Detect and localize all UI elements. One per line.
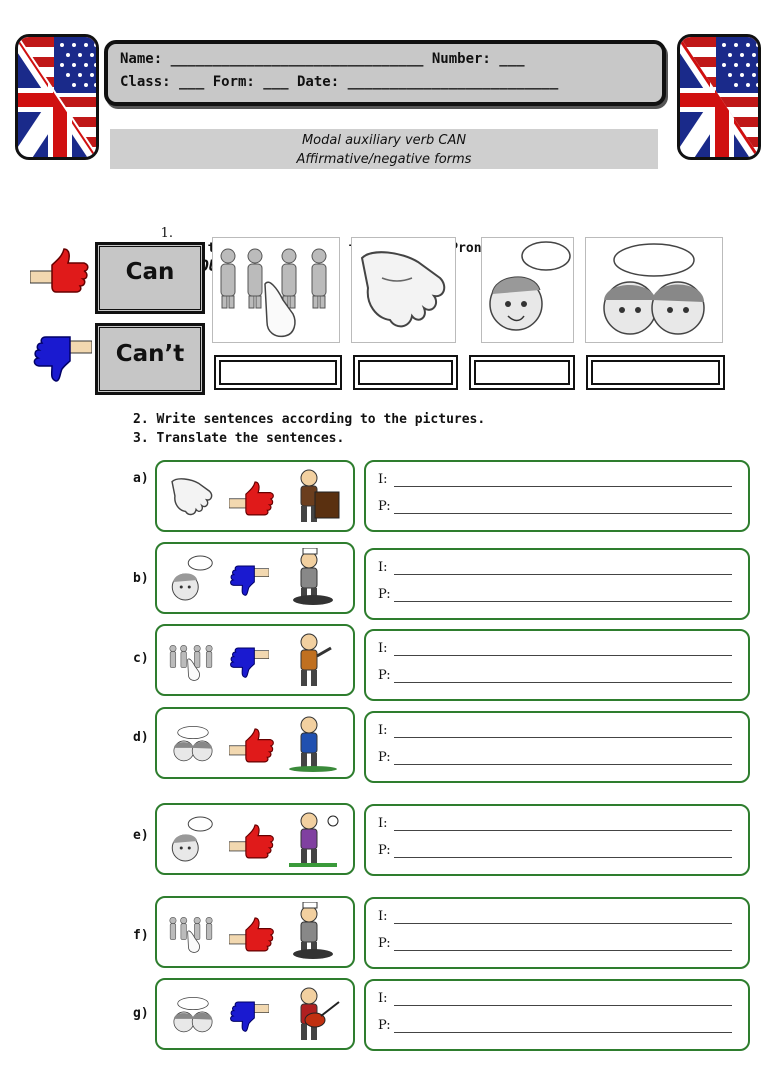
student-info-box: [104, 40, 666, 106]
english-sentence-line[interactable]: [378, 991, 732, 1009]
portuguese-sentence-line[interactable]: [378, 750, 732, 768]
portuguese-sentence-line[interactable]: [378, 1018, 732, 1036]
guitar-activity-icon: [285, 984, 341, 1044]
pointing-hand-icon: [167, 472, 217, 522]
translation-label: P:: [378, 936, 391, 951]
label-box-2[interactable]: [353, 355, 458, 390]
english-sentence-line[interactable]: [378, 816, 732, 834]
translation-label: P:: [378, 843, 391, 858]
english-label: I:: [378, 909, 388, 924]
flag-right: [677, 34, 761, 160]
piano-activity-icon: [285, 466, 341, 526]
skate-activity-icon: [285, 713, 341, 773]
thumb-up-icon: [229, 823, 275, 859]
flag-left: [15, 34, 99, 160]
two-kids-speech-bubble-icon: [167, 990, 219, 1040]
cook-activity-icon: [285, 902, 341, 962]
uk-us-flag-icon: [18, 37, 99, 160]
group-pointing-icon: [167, 908, 217, 960]
answer-box: [364, 711, 750, 783]
name-number-line[interactable]: Name: ______________________________ Number: ___: [120, 51, 525, 67]
two-kids-speech-bubble-icon: [167, 719, 219, 769]
item-letter: g): [133, 1006, 149, 1021]
item-letter: f): [133, 928, 149, 943]
label-box-4[interactable]: [586, 355, 725, 390]
english-sentence-line[interactable]: [378, 909, 732, 927]
writing-rule: [394, 513, 732, 514]
answer-box: [364, 460, 750, 532]
answer-box: [364, 804, 750, 876]
english-sentence-line[interactable]: [378, 641, 732, 659]
writing-rule: [394, 1005, 732, 1006]
picture-i: [481, 237, 574, 343]
picture-prompt-box: [155, 978, 355, 1050]
portuguese-sentence-line[interactable]: [378, 668, 732, 686]
portuguese-sentence-line[interactable]: [378, 936, 732, 954]
class-form-date-line[interactable]: Class: ___ Form: ___ Date: _________________________: [120, 74, 559, 90]
exercise-3-instruction: 3. Translate the sentences.: [133, 431, 345, 446]
thumb-up-icon: [229, 916, 275, 952]
cant-box: [97, 325, 203, 393]
english-sentence-line[interactable]: [378, 472, 732, 490]
writing-rule: [394, 682, 732, 683]
cook-activity-icon: [285, 548, 341, 608]
group-pointing-icon: [167, 636, 217, 688]
translation-label: P:: [378, 1018, 391, 1033]
cant-label: Can’t: [115, 341, 185, 367]
dance-activity-icon: [285, 630, 341, 690]
item-letter: c): [133, 651, 149, 666]
picture-prompt-box: [155, 896, 355, 968]
thumb-up-icon: [229, 480, 275, 516]
translation-label: P:: [378, 668, 391, 683]
thumb-down-icon: [32, 333, 92, 383]
writing-rule: [394, 923, 732, 924]
title-line-2: Affirmative/negative forms: [296, 152, 472, 167]
writing-rule: [394, 950, 732, 951]
answer-box: [364, 629, 750, 701]
can-label: Can: [125, 259, 175, 285]
english-label: I:: [378, 816, 388, 831]
can-box: [97, 244, 203, 312]
boy-speech-bubble-icon: [167, 554, 215, 606]
portuguese-sentence-line[interactable]: [378, 843, 732, 861]
uk-us-flag-icon: [680, 37, 761, 160]
portuguese-sentence-line[interactable]: [378, 499, 732, 517]
group-pointing-icon: [213, 238, 339, 342]
worksheet-title: [110, 129, 658, 169]
writing-rule: [394, 601, 732, 602]
boy-speech-bubble-icon: [167, 815, 215, 867]
translation-label: P:: [378, 750, 391, 765]
writing-rule: [394, 830, 732, 831]
picture-we: [585, 237, 723, 343]
answer-box: [364, 897, 750, 969]
writing-rule: [394, 764, 732, 765]
label-box-3[interactable]: [469, 355, 575, 390]
football-activity-icon: [285, 809, 341, 869]
label-box-1[interactable]: [214, 355, 342, 390]
item-letter: e): [133, 828, 149, 843]
picture-they: [212, 237, 340, 343]
item-letter: b): [133, 571, 149, 586]
picture-prompt-box: [155, 542, 355, 614]
english-label: I:: [378, 560, 388, 575]
thumb-up-icon: [30, 247, 90, 293]
portuguese-sentence-line[interactable]: [378, 587, 732, 605]
two-kids-speech-bubble-icon: [586, 238, 722, 342]
thumb-down-icon: [229, 644, 269, 680]
writing-rule: [394, 655, 732, 656]
english-label: I:: [378, 723, 388, 738]
translation-label: P:: [378, 499, 391, 514]
title-line-1: Modal auxiliary verb CAN: [301, 133, 467, 148]
english-label: I:: [378, 641, 388, 656]
thumb-down-icon: [229, 998, 269, 1034]
writing-rule: [394, 857, 732, 858]
answer-box: [364, 548, 750, 620]
english-label: I:: [378, 991, 388, 1006]
writing-rule: [394, 1032, 732, 1033]
picture-you: [351, 237, 456, 343]
pronoun-list: YOU,: [189, 256, 229, 275]
exercise-1-number: 1.: [160, 226, 174, 241]
boy-speech-bubble-icon: [482, 238, 573, 342]
translation-label: P:: [378, 587, 391, 602]
english-label: I:: [378, 472, 388, 487]
exercise-2-instruction: 2. Write sentences according to the pictures.: [133, 412, 486, 427]
picture-prompt-box: [155, 803, 355, 875]
item-letter: d): [133, 730, 149, 745]
pointing-hand-icon: [352, 238, 455, 342]
thumb-up-icon: [229, 727, 275, 763]
answer-box: [364, 979, 750, 1051]
writing-rule: [394, 737, 732, 738]
english-sentence-line[interactable]: [378, 723, 732, 741]
english-sentence-line[interactable]: [378, 560, 732, 578]
picture-prompt-box: [155, 624, 355, 696]
writing-rule: [394, 574, 732, 575]
picture-prompt-box: [155, 460, 355, 532]
item-letter: a): [133, 471, 149, 486]
picture-prompt-box: [155, 707, 355, 779]
thumb-down-icon: [229, 562, 269, 598]
writing-rule: [394, 486, 732, 487]
